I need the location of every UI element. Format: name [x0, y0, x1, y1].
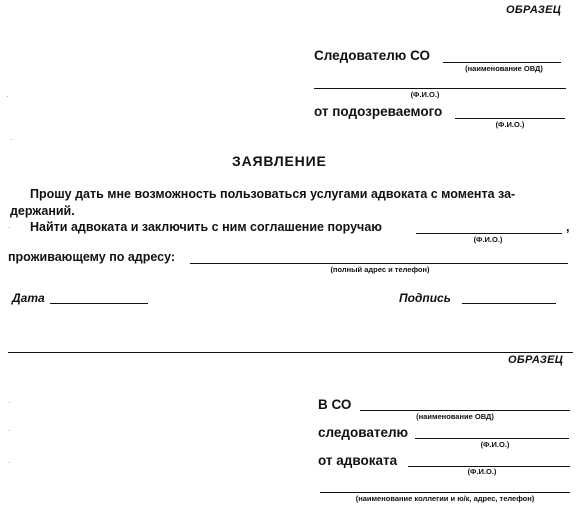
caption-fio-bottom-2: (Ф.И.О.)	[467, 467, 497, 476]
scan-speck: ·	[8, 223, 11, 232]
to-investigator-label: Следователю СО	[314, 48, 430, 63]
address-line	[190, 263, 568, 264]
caption-fio-1: (Ф.И.О.)	[410, 90, 440, 99]
caption-fio-bottom-1: (Ф.И.О.)	[480, 440, 510, 449]
caption-address: (полный адрес и телефон)	[330, 265, 430, 274]
so-line	[360, 410, 570, 411]
caption-fio-2: (Ф.И.О.)	[495, 120, 525, 129]
caption-fio-3: (Ф.И.О.)	[473, 235, 503, 244]
from-lawyer-label: от адвоката	[318, 453, 398, 468]
paragraph-2: Найти адвоката и заключить с ним соглашение поручаю	[30, 220, 382, 234]
caption-college: (наименование коллегии и ю/к, адрес, телефон)	[355, 494, 535, 503]
date-line	[50, 303, 148, 304]
fio-line-1	[314, 88, 566, 89]
date-label: Дата	[12, 291, 45, 305]
from-suspect-label: от подозреваемого	[314, 104, 443, 119]
scan-speck: ·	[6, 92, 9, 101]
scan-speck: ·	[8, 426, 11, 435]
to-so-label: В СО	[318, 397, 352, 412]
caption-ovd-bottom: (наименование ОВД)	[416, 412, 494, 421]
sample-stamp-top: ОБРАЗЕЦ	[506, 4, 562, 16]
paragraph-2-comma: ,	[566, 220, 570, 234]
investigator-fio-line	[415, 438, 569, 439]
paragraph-1-line-2: держаний.	[10, 204, 75, 218]
sample-stamp-bottom: ОБРАЗЕЦ	[508, 354, 564, 366]
signature-label: Подпись	[399, 291, 451, 305]
signature-line	[462, 303, 556, 304]
address-label: проживающему по адресу:	[8, 250, 176, 264]
scan-speck: ·	[8, 458, 11, 467]
document-title: ЗАЯВЛЕНИЕ	[232, 153, 327, 169]
fio-line-2	[455, 118, 565, 119]
ovd-line	[443, 62, 561, 63]
college-line	[320, 492, 570, 493]
section-divider	[8, 352, 573, 353]
attorney-fio-line	[416, 233, 562, 234]
scan-speck: ·	[8, 398, 11, 407]
caption-ovd: (наименование ОВД)	[465, 64, 543, 73]
paragraph-1-line-1: Прошу дать мне возможность пользоваться услугами адвоката с момента за-	[30, 187, 516, 201]
scan-speck: ·	[10, 135, 13, 144]
investigator-label: следователю	[318, 425, 409, 440]
